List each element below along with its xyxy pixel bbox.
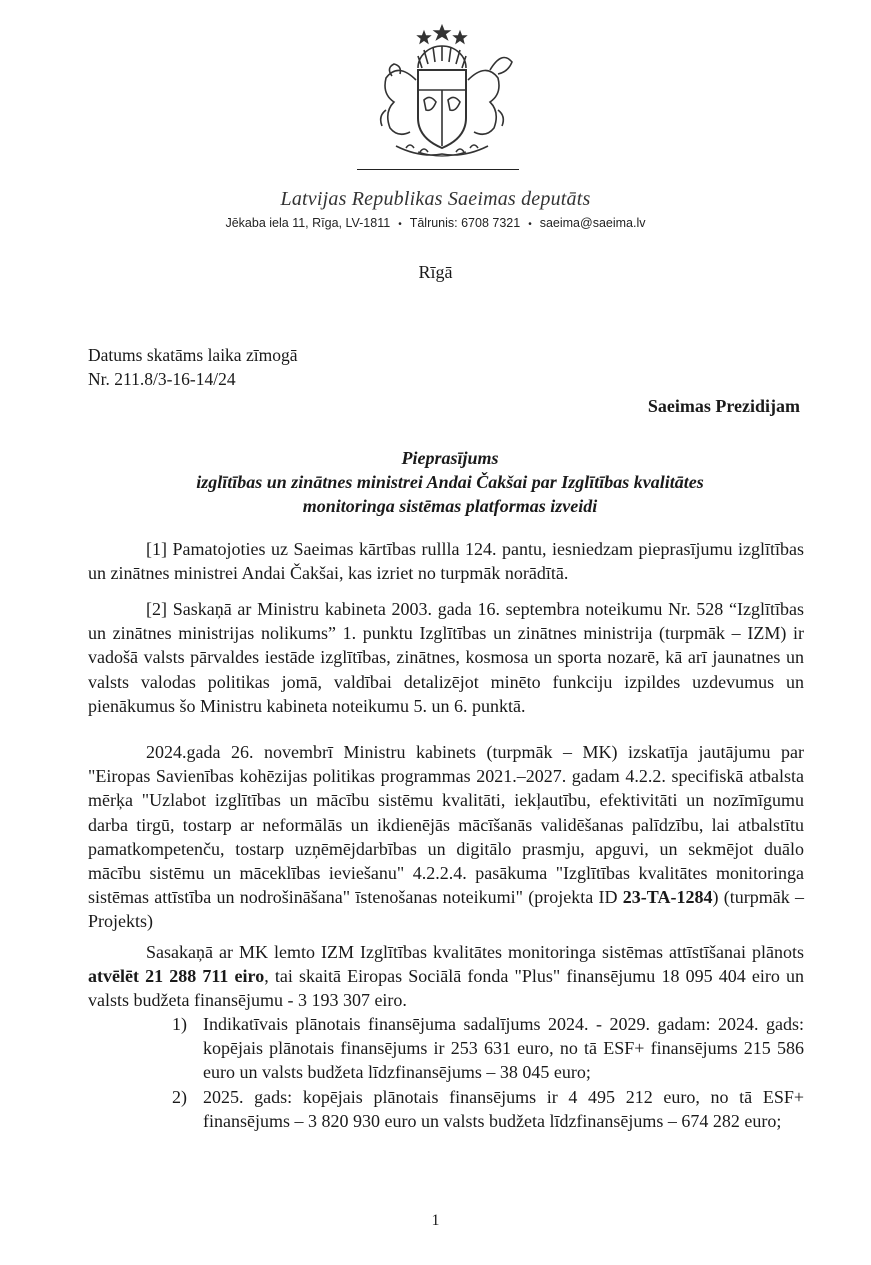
paragraph-3: [88, 740, 804, 934]
paragraph-4-text: , tai skaitā Eiropas Sociālā fonda "Plus" finansējumu 18 095 404 eiro un valsts budžeta finansējumu - 3 193 307 eiro.: [88, 966, 804, 1011]
paragraph-4-text: Sasakaņā ar MK lemto IZM Izglītības kvalitātes monitoringa sistēmas attīstīšanai plānots: [146, 942, 804, 962]
separator-bullet: •: [528, 219, 532, 230]
email-link[interactable]: saeima@saeima.lv: [539, 216, 646, 230]
date-line: Datums skatāms laika zīmogā: [88, 345, 298, 365]
separator-bullet: •: [398, 219, 402, 230]
request-title-line: Pieprasījums: [401, 448, 499, 468]
request-title-line: izglītības un zinātnes ministrei Andai Čakšai par Izglītības kvalitātes: [196, 472, 704, 492]
list-number: 2): [172, 1086, 187, 1107]
document-number: Nr. 211.8/3-16-14/24: [88, 369, 236, 389]
phone-text: Tālrunis: 6708 7321: [409, 216, 521, 230]
list-item-text: 2025. gads: kopējais plānotais finansējums ir 4 495 212 euro, no tā ESF+ finansējums – 3 820 930 euro un valsts budžeta līdzfinansējums – 674 282 euro;: [203, 1086, 804, 1131]
contact-line: [0, 216, 871, 230]
paragraph-3-text: 2024.gada 26. novembrī Ministru kabinets (turpmāk – MK) izskatīja jautājumu par "Eiropas Savienības kohēzijas politikas programmas 2021.–2027. gadam 4.2.2. specifiskā atbalsta mērķa "Uzlabot izglītības un mācību sistēmu kvalitāti, iekļautību, efektivitāti un nozīmīgumu darba tirgū, tostarp ar neformālās un ikdienējās mācīšanās validēšanas palīdzību, lai atbalstītu pamatkompetenču, tostarp uzņēmējdarbības un digitālo prasmju, apguvi, un sekmējot duālo mācību sistēmu un māceklības ieviešanu" 4.2.2.4. pasākuma "Izglītības kvalitātes monitoringa sistēmas attīstība un nodrošināšana" īstenošanas noteikumi" (projekta ID: [88, 742, 804, 908]
paragraph-1: [1] Pamatojoties uz Saeimas kārtības rullla 124. pantu, iesniedzam pieprasījumu izglītības un zinātnes ministrei Andai Čakšai, kas izriet no turpmāk norādītā.: [88, 539, 804, 584]
paragraph-4: [88, 940, 804, 1013]
paragraph-3-text: ) (turpmāk – Projekts): [88, 887, 804, 932]
page-number: 1: [431, 1212, 440, 1229]
list-item: [172, 1085, 804, 1133]
funding-list: [172, 1012, 804, 1133]
funding-amount: atvēlēt 21 288 711 eiro: [88, 966, 265, 987]
address-text: Jēkaba iela 11, Rīga, LV-1811: [225, 216, 391, 230]
coat-of-arms-icon: [362, 20, 522, 162]
addressee: Saeimas Prezidijam: [647, 396, 800, 416]
list-item-text: Indikatīvais plānotais finansējuma sadalījums 2024. - 2029. gadam: 2024. gads: kopējais plānotais finansējums ir 253 631 euro, no tā ESF+ finansējums 215 586 euro un valsts budžeta līdzfinansējums – 38 045 euro;: [203, 1014, 804, 1083]
request-title: [0, 446, 871, 518]
paragraph-2: [2] Saskaņā ar Ministru kabineta 2003. gada 16. septembra noteikumu Nr. 528 “Izglītības un zinātnes ministrijas nolikums” 1. punktu Izglītības un zinātnes ministrija (turpmāk – IZM) ir vadošā valsts pārvaldes iestāde izglītības, zinātnes, kosmosa un sporta nozarē, kā arī jaunatnes un valsts valodas politikas jomā, valdībai detalizējot minēto funkciju izpildes uzdevumus un pienākumus šo Ministru kabineta noteikumu 5. un 6. punktā.: [88, 599, 804, 716]
list-item: [172, 1012, 804, 1085]
city-line: Rīgā: [418, 262, 453, 282]
sender-title: Latvijas Republikas Saeimas deputāts: [280, 188, 591, 210]
list-number: 1): [172, 1014, 187, 1034]
header-rule: [357, 169, 519, 170]
project-id: 23-TA-1284: [622, 887, 713, 908]
request-title-line: monitoringa sistēmas platformas izveidi: [302, 496, 598, 516]
